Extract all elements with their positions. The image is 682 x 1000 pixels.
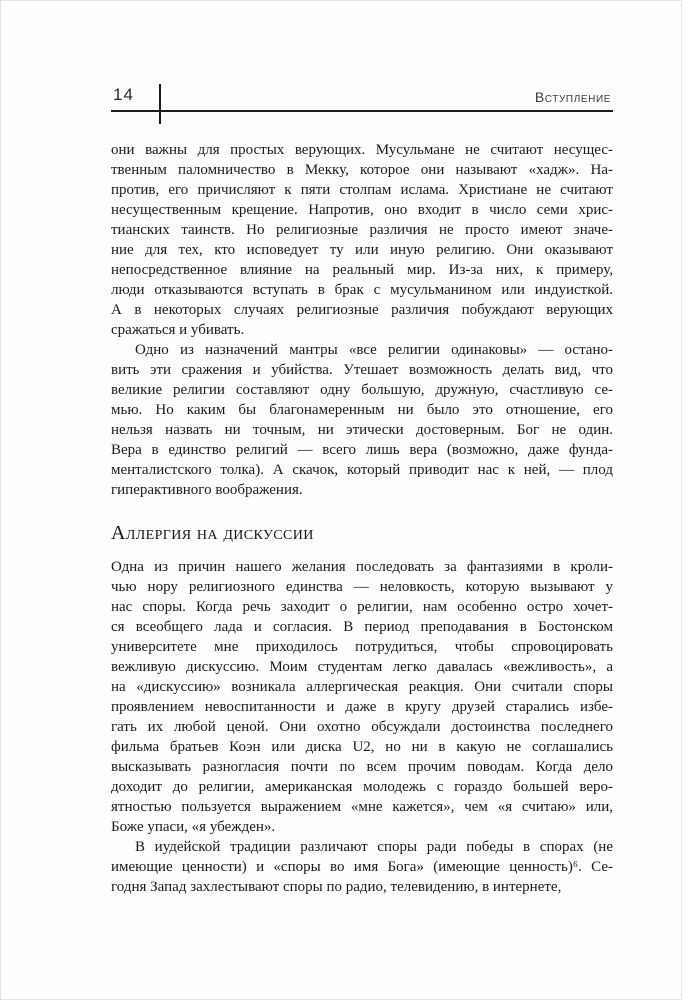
text-line: чью нору религиозного единства — неловкость, которую вызывают у: [111, 579, 613, 595]
text-line: нас споры. Когда речь заходит о религии, нам особенно остро хочет-: [111, 599, 613, 615]
text-line: гать их любой ценой. Они охотно обсуждали достоинства последнего: [111, 719, 613, 735]
text-line: великие религии составляют одну большую, дружную, счастливую се-: [111, 382, 613, 398]
section-heading: Аллергия на дискуссии: [111, 522, 314, 544]
text-line: университете мне приходилось потрудиться, чтобы спровоцировать: [111, 639, 613, 655]
text-line: А в некоторых случаях религиозные различия побуждают верующих: [111, 302, 613, 318]
text-line: нельзя назвать ни точным, ни этически достоверным. Бог не один.: [111, 422, 613, 438]
text-line: проявлением невоспитанности и даже в кругу друзей старались избе-: [111, 699, 613, 715]
text-line: вить эти сражения и убийства. Утешает возможность делать вид, что: [111, 362, 613, 378]
text-line: фильма братьев Коэн или диска U2, но ни в какую не соглашались: [111, 739, 613, 755]
page-number: 14: [113, 85, 134, 104]
text-line: против, его причисляют к пяти столпам ислама. Христиане не считают: [111, 182, 613, 198]
paragraph: [111, 340, 613, 500]
text-line: они важны для простых верующих. Мусульмане не считают несущес-: [111, 142, 613, 158]
text-line: несущественным крещение. Напротив, оно входит в число семи хрис-: [111, 202, 613, 218]
paragraph: [111, 837, 613, 897]
text-line: вежливую дискуссию. Моим студентам легко давалась «вежливость», а: [111, 659, 613, 675]
text-line: имеющие ценности) и «споры во имя Бога» (имеющие ценность)⁶. Се-: [111, 859, 613, 875]
text-line: годня Запад захлестывают споры по радио, телевидению, в интернете,: [111, 879, 562, 895]
text-line: на «дискуссию» возникала аллергическая реакция. Они считали споры: [111, 679, 613, 695]
text-column: [111, 140, 613, 897]
text-line: Боже упаси, «я убежден».: [111, 819, 276, 835]
header-horizontal-rule: [111, 110, 613, 112]
text-line: сражаться и убивать.: [111, 322, 245, 338]
text-line: мью. Но каким бы благонамеренным ни было это отношение, его: [111, 402, 613, 418]
paragraph: [111, 140, 613, 340]
text-line: доходит до религии, американская молодежь с гораздо большей веро-: [111, 779, 613, 795]
text-line: люди отказываются вступать в брак с мусульманином или индуисткой.: [111, 282, 613, 298]
paragraph: [111, 557, 613, 837]
header-vertical-rule: [159, 84, 161, 124]
text-line: гиперактивного воображения.: [111, 482, 303, 498]
text-line: ся всеобщего лада и согласия. В период преподавания в Бостонском: [111, 619, 613, 635]
text-line: Одно из назначений мантры «все религии одинаковы» — остано-: [135, 342, 613, 358]
text-line: В иудейской традиции различают споры ради победы в спорах (не: [135, 839, 613, 855]
text-line: непосредственное влияние на реальный мир. Из-за них, к примеру,: [111, 262, 613, 278]
text-line: менталистского толка). А скачок, который приводит нас к ней, — плод: [111, 462, 613, 478]
running-title: Вступление: [534, 89, 611, 105]
text-line: тианских таинств. Но религиозные различия не просто имеют значе-: [111, 222, 613, 238]
text-line: ятностью пользуется выражением «мне кажется», чем «я считаю» или,: [111, 799, 613, 815]
text-line: высказывать разногласия почти по всем прочим поводам. Когда дело: [111, 759, 613, 775]
text-line: Одна из причин нашего желания последовать за фантазиями в кроли-: [111, 559, 613, 575]
text-line: ние для тех, кто исповедует ту или иную религию. Они оказывают: [111, 242, 613, 258]
text-line: твенным паломничество в Мекку, которое они называют «хадж». На-: [111, 162, 613, 178]
text-line: Вера в единство религий — всего лишь вера (возможно, даже фунда-: [111, 442, 613, 458]
